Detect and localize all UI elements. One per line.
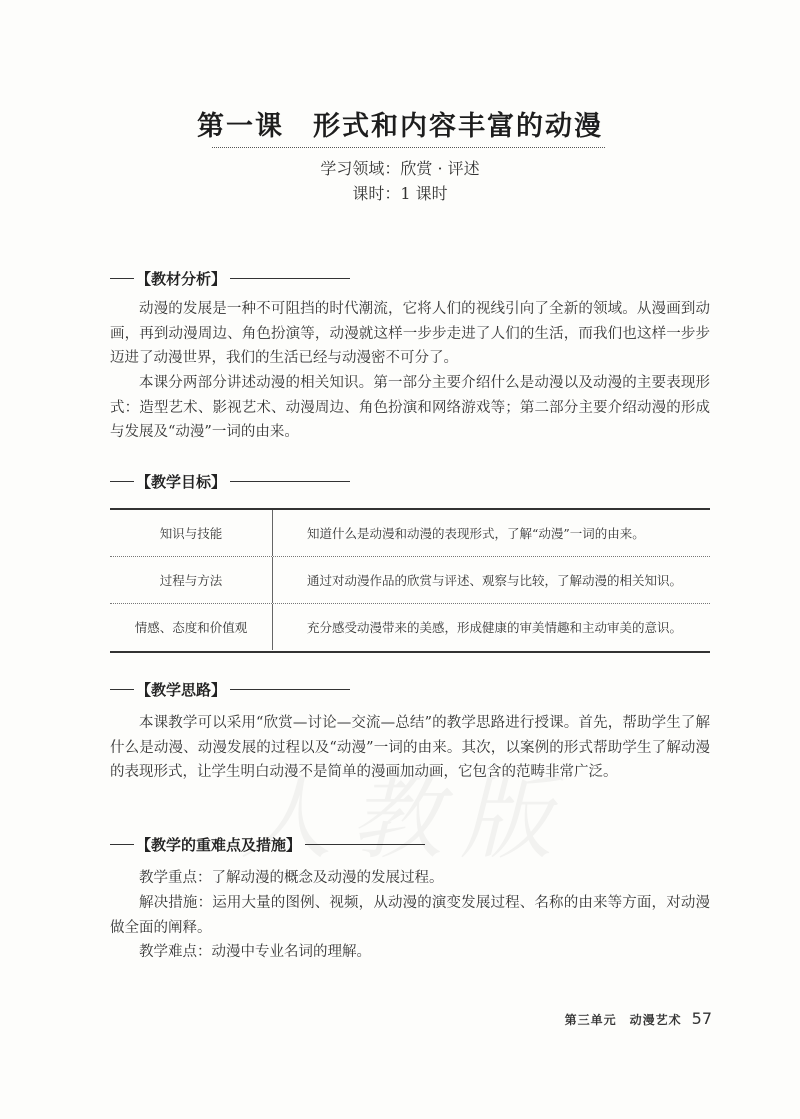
heading-rule-left [110, 278, 134, 279]
table-row [110, 603, 710, 650]
section-heading-difficulties [110, 832, 425, 856]
table-row [110, 556, 710, 603]
heading-rule-right [305, 844, 425, 845]
approach-paragraph: 本课教学可以采用“欣赏—讨论—交流—总结”的教学思路进行授课。首先，帮助学生了解什么是动漫、动漫发展的过程以及“动漫”一词的由来。其次，以案例的形式帮助学生了解动漫的表现形式，让学生明白动漫不是简单的漫画加动画，它包含的范畴非常广泛。 [110, 715, 710, 780]
page-footer [565, 1009, 712, 1028]
heading-text: 【教学目标】 [136, 472, 227, 491]
section-heading-goals [110, 469, 350, 493]
heading-text: 【教材分析】 [136, 269, 227, 288]
unit-label: 第三单元 动漫艺术 [564, 1013, 682, 1027]
goal-description: 知道什么是动漫和动漫的表现形式，了解“动漫”一词的由来。 [307, 526, 645, 541]
section-heading-analysis [110, 266, 350, 290]
goal-description: 充分感受动漫带来的美感，形成健康的审美情趣和主动审美的意识。 [307, 620, 683, 635]
heading-text: 【教学思路】 [136, 680, 227, 699]
heading-rule-right [230, 481, 350, 482]
lesson-title: 第一课 形式和内容丰富的动漫 [197, 111, 603, 142]
goal-category: 情感、态度和价值观 [110, 604, 273, 650]
difficulty-text: 教学难点：动漫中专业名词的理解。 [139, 944, 371, 960]
class-hours: 课时：1 课时 [352, 184, 448, 203]
heading-rule-left [110, 481, 134, 482]
goal-description: 通过对动漫作品的欣赏与评述、观察与比较，了解动漫的相关知识。 [307, 573, 683, 588]
page-number: 57 [691, 1009, 712, 1028]
table-row [110, 510, 710, 556]
measures-text: 解决措施：运用大量的图例、视频，从动漫的演变发展过程、名称的由来等方面，对动漫做全面的阐释。 [110, 895, 710, 936]
key-point-text: 教学重点：了解动漫的概念及动漫的发展过程。 [139, 870, 444, 886]
title-divider [212, 147, 605, 148]
section-heading-approach [110, 677, 350, 701]
heading-rule-right [230, 689, 350, 690]
heading-text: 【教学的重难点及措施】 [136, 835, 302, 854]
learning-field: 学习领域：欣赏 · 评述 [320, 159, 480, 178]
analysis-paragraph-1: 动漫的发展是一种不可阻挡的时代潮流，它将人们的视线引向了全新的领域。从漫画到动画，再到动漫周边、角色扮演等，动漫就这样一步步走进了人们的生活，而我们也这样一步步迈进了动漫世界，我们的生活已经与动漫密不可分了。 [110, 301, 710, 366]
heading-rule-right [230, 278, 350, 279]
analysis-paragraph-2: 本课分两部分讲述动漫的相关知识。第一部分主要介绍什么是动漫以及动漫的主要表现形式：造型艺术、影视艺术、动漫周边、角色扮演和网络游戏等；第二部分主要介绍动漫的形成与发展及“动漫”一词的由来。 [110, 375, 710, 440]
heading-rule-left [110, 844, 134, 845]
goal-category: 过程与方法 [110, 557, 273, 603]
goals-table [110, 508, 710, 653]
goal-category: 知识与技能 [110, 510, 273, 556]
heading-rule-left [110, 689, 134, 690]
